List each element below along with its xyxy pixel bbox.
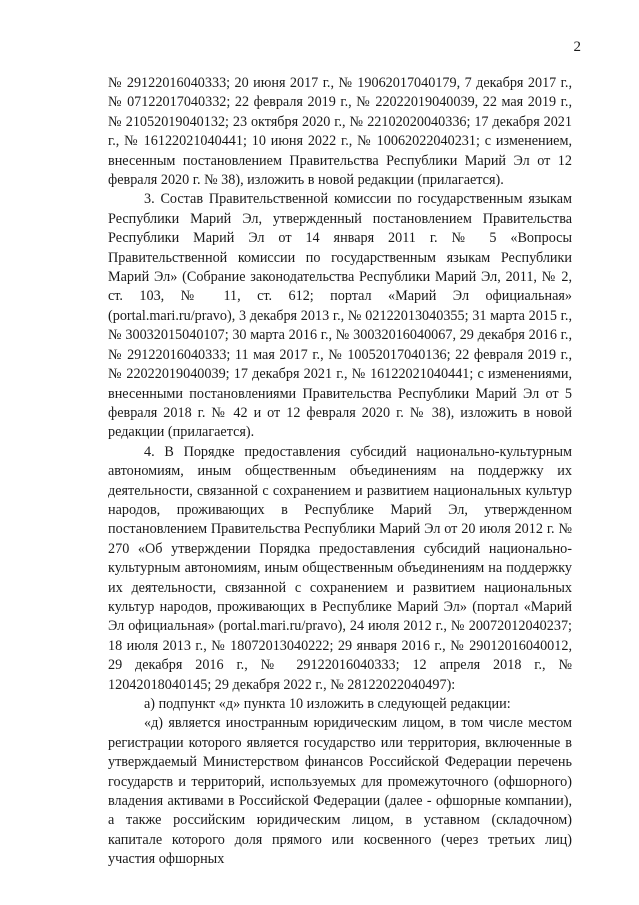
document-body — [108, 74, 572, 870]
paragraph-subitem-d-text: «д) является иностранным юридическим лицом, в том числе местом регистрации которого является государство или территория, включенные в утверждаемый Министерством финансов Российской Федерации перечень государств и территорий, используемых для промежуточного (офшорного) владения активами в Российской Федерации (далее - офшорные компании), а также российским юридическим лицом, в уставном (складочном) капитале которого доля прямого или косвенного (через третьих лиц) участия офшорных — [108, 715, 572, 868]
paragraph-item-4: 4. В Порядке предоставления субсидий национально-культурным автономиям, иным общественным объединениям на поддержку их деятельности, связанной с сохранением и развитием национальных культур народов, проживающих в Республике Марий Эл, утвержденном постановлением Правительства Республики Марий Эл от 20 июля 2012 г. № 270 «Об утверждении Порядка предоставления субсидий национально-культурным автономиям, иным общественным объединениям на поддержку их деятельности, связанной с сохранением и развитием национальных культур народов, проживающих в Республике Марий Эл» (портал «Марий Эл официальная» (portal.mari.ru/pravo), 24 июля 2012 г., № 20072012040237; 18 июля 2013 г., № 18072013040222; 29 января 2016 г., № 29012016040012, 29 декабря 2016 г., № 29122016040333; 12 апреля 2018 г., № 12042018040145; 29 декабря 2022 г., № 28122022040497): — [108, 443, 572, 693]
paragraph-item-3: 3. Состав Правительственной комиссии по государственным языкам Республики Марий Эл, утвержденный постановлением Правительства Республики Марий Эл от 14 января 2011 г. № 5 «Вопросы Правительственной комиссии по государственным языкам Республики Марий Эл» (Собрание законодательства Республики Марий Эл, 2011, № 2, ст. 103, № 11, ст. 612; портал «Марий Эл официальная» (portal.mari.ru/pravo), 3 декабря 2013 г., № 02122013040355; 31 марта 2015 г., № 30032015040107; 30 марта 2016 г., № 30032016040067, 29 декабря 2016 г., № 29122016040333; 11 мая 2017 г., № 10052017040136; 22 февраля 2019 г., № 22022019040039; 17 декабря 2021 г., № 16122021040441; с изменениями, внесенными постановлениями Правительства Республики Марий Эл от 5 февраля 2018 г. № 42 и от 12 февраля 2020 г. № 38), изложить в новой редакции (прилагается). — [108, 191, 572, 441]
page-number: 2 — [573, 39, 581, 55]
paragraph-subitem-a: а) подпункт «д» пункта 10 изложить в следующей редакции: — [144, 696, 511, 712]
paragraph-amendment-continuation: № 29122016040333; 20 июня 2017 г., № 19062017040179, 7 декабря 2017 г., № 07122017040332; 22 февраля 2019 г., № 22022019040039, 22 мая 2019 г., № 21052019040132; 23 октября 2020 г., № 22102020040336; 17 декабря 2021 г., № 16122021040441; 10 июня 2022 г., № 10062022040231; с изменением, внесенным постановлением Правительства Республики Марий Эл от 12 февраля 2020 г. № 38), изложить в новой редакции (прилагается). — [108, 75, 572, 189]
